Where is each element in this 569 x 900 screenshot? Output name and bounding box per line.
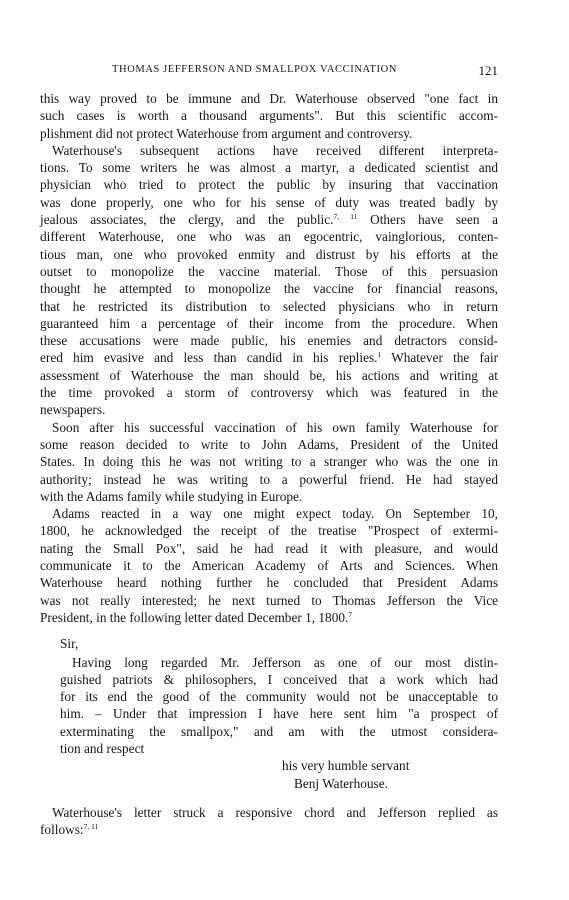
text-line: the time provoked a storm of controversy which was featured in the (40, 385, 498, 401)
text-line: guaranteed him a percentage of their income from the procedure. When (40, 315, 498, 331)
text-segment: ered him evasive and less than candid in his replies. (40, 350, 378, 366)
letter-salutation: Sir, (60, 636, 79, 652)
text-line: authority; instead he was writing to a powerful friend. He had stayed (40, 471, 498, 487)
text-segment: Whatever the fair (381, 350, 498, 366)
text-line: Waterhouse's letter struck a responsive chord and Jefferson replied as (52, 804, 498, 820)
text-line: with the Adams family while studying in Europe. (40, 488, 303, 504)
text-line: was not really interested; he next turned to Thomas Jefferson the Vice (40, 592, 498, 608)
text-line: thought he attempted to monopolize the vaccine for financial reasons, (40, 281, 498, 297)
text-line: tions. To some writers he was almost a martyr, a dedicated scientist and (40, 160, 498, 176)
text-line (40, 821, 498, 838)
text-line: exterminating the smallpox," and am with the utmost considera- (60, 723, 498, 739)
text-line: these accusations were made public, his enemies and detractors consid- (40, 333, 498, 349)
text-line: Having long regarded Mr. Jefferson as one of our most distin- (72, 654, 498, 670)
text-line: such cases is worth a thousand arguments". But this scientific accom- (40, 108, 498, 124)
reference-superscript: 7, 11 (83, 822, 99, 832)
reference-superscript: 7, 11 (333, 212, 358, 222)
page-number: 121 (478, 63, 498, 78)
text-line: him. – Under that impression I have here sent him "a prospect of (60, 706, 498, 722)
reference-superscript: 1 (377, 350, 382, 360)
text-line: tious man, one who provoked enmity and distrust by his efforts at the (40, 246, 498, 262)
text-line: was done properly, one who for his sense of duty was treated badly by (40, 194, 498, 210)
text-line: newspapers. (40, 402, 106, 418)
text-segment: Others have seen a (357, 212, 498, 228)
paragraph-3 (40, 419, 498, 505)
text-line: Waterhouse's subsequent actions have received different interpreta- (52, 142, 498, 158)
text-line: assessment of Waterhouse the man should be, his actions and writing at (40, 367, 498, 383)
paragraph-4 (40, 505, 498, 626)
article-body (40, 90, 498, 838)
text-line: Soon after his successful vaccination of his own family Waterhouse for (52, 419, 498, 435)
text-line: communicate it to the American Academy of Arts and Sciences. When (40, 558, 498, 574)
paragraph-5 (40, 804, 498, 839)
text-line: some reason decided to write to John Adams, President of the United (40, 436, 498, 452)
text-line: physician who tried to protect the public by insuring that vaccination (40, 177, 498, 193)
letter-closing: his very humble servant (282, 758, 410, 774)
text-segment: President, in the following letter dated December 1, 1800. (40, 609, 349, 625)
text-line: this way proved to be immune and Dr. Waterhouse observed "one fact in (40, 91, 498, 106)
text-line: 1800, he acknowledged the receipt of the treatise "Prospect of extermi- (40, 523, 498, 539)
quoted-letter (60, 635, 498, 792)
reference-superscript: 7 (348, 609, 353, 619)
text-line: guished patriots & philosophers, I conceived that a work which had (60, 671, 498, 687)
text-line: States. In doing this he was not writing to a stranger who was the one in (40, 454, 498, 470)
text-line: tion and respect (60, 740, 145, 756)
paragraph-2 (40, 142, 498, 419)
text-segment: follows: (40, 822, 84, 838)
text-line: plishment did not protect Waterhouse from argument and controversy. (40, 125, 413, 141)
text-line: outset to monopolize the vaccine material. Those of this persuasion (40, 263, 498, 279)
text-line (40, 609, 498, 626)
text-line (40, 349, 498, 366)
letter-signature: Benj Waterhouse. (294, 775, 388, 791)
paragraph-1 (40, 90, 498, 142)
text-line: Adams reacted in a way one might expect today. On September 10, (52, 506, 498, 522)
text-line: nating the Small Pox", said he had read it with pleasure, and would (40, 540, 498, 556)
text-line (40, 211, 498, 228)
running-title: THOMAS JEFFERSON AND SMALLPOX VACCINATION (112, 64, 398, 75)
text-segment: jealous associates, the clergy, and the public. (40, 212, 334, 228)
text-line: for its end the good of the community would not be unacceptable to (60, 689, 498, 705)
letter-body (60, 654, 498, 758)
text-line: Waterhouse heard nothing further he concluded that President Adams (40, 575, 498, 591)
text-line: different Waterhouse, one who was an egocentric, vainglorious, conten- (40, 229, 498, 245)
text-line: that he restricted its distribution to selected physicians who in return (40, 298, 498, 314)
